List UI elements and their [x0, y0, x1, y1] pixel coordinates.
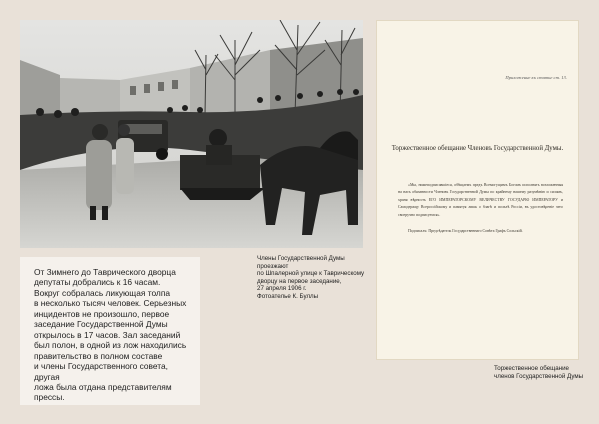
document-title: Торжественное обещание Членовъ Государственной Думы.	[391, 145, 564, 152]
document-caption-line: членов Государственной Думы	[494, 372, 584, 380]
photo-caption-line: Члены Государственной Думы проезжают	[257, 255, 345, 270]
street-scene-image	[20, 20, 363, 248]
description-line: заседание Государственной Думы	[34, 319, 168, 330]
photo-caption-line: Фотоателье К. Буллы	[257, 292, 319, 300]
description-line: в несколько тысяч человек. Серьезных	[34, 298, 187, 309]
description-text	[20, 257, 200, 403]
document-caption-line: Торжественное обещание	[494, 365, 569, 372]
photo-caption-line: 27 апреля 1906 г.	[257, 285, 307, 293]
description-line: правительство в полном составе	[34, 350, 163, 361]
oath-document	[376, 20, 579, 360]
photo-caption-line: по Шпалерной улице к Таврическому	[257, 270, 365, 278]
document-body: «Мы, нижеподписавшіеся, обѣщаемъ предъ Всемогущимъ Богомъ исполнять возложенныя на насъ обязанности Членовъ Государственной Думы по крайнему нашему разумѣнію и силамъ, храня вѣрность ЕГО ИМПЕРАТОРСКОМУ ВЕЛИЧЕСТВУ ГОСУДАРЮ ИМПЕРАТОРУ и Самодержцу Всероссійскому и памятуя лишь о благѣ и пользѣ Россіи, въ удостовѣреніе чего своеручно подписуемся».	[398, 183, 563, 217]
description-line: ложа была отдана представителям	[34, 381, 172, 392]
document-note: Приложение къ статье ст. 13.	[505, 75, 567, 80]
document-signature: Подписалъ: Предсѣдатель Государственнаго Совѣта Графъ Сольскій.	[408, 229, 523, 233]
description-line: прессы.	[34, 392, 65, 403]
description-line: и члены Государственного совета, другая	[34, 361, 169, 382]
photo-caption-line: дворцу на первое заседание,	[257, 277, 342, 285]
description-line: был полон, в одной из лож находились	[34, 340, 187, 351]
description-line: От Зимнего до Таврического дворца	[34, 267, 176, 277]
description-text-box	[20, 257, 200, 405]
description-line: инцидентов не произошло, первое	[34, 308, 170, 319]
description-line: депутаты добрались к 16 часам.	[34, 277, 161, 288]
photo-caption	[257, 255, 367, 301]
document-caption	[494, 365, 594, 380]
description-line: Вокруг собралась ликующая толпа	[34, 287, 171, 298]
historical-photo	[20, 20, 363, 248]
description-line: открылось в 17 часов. Зал заседаний	[34, 329, 181, 340]
